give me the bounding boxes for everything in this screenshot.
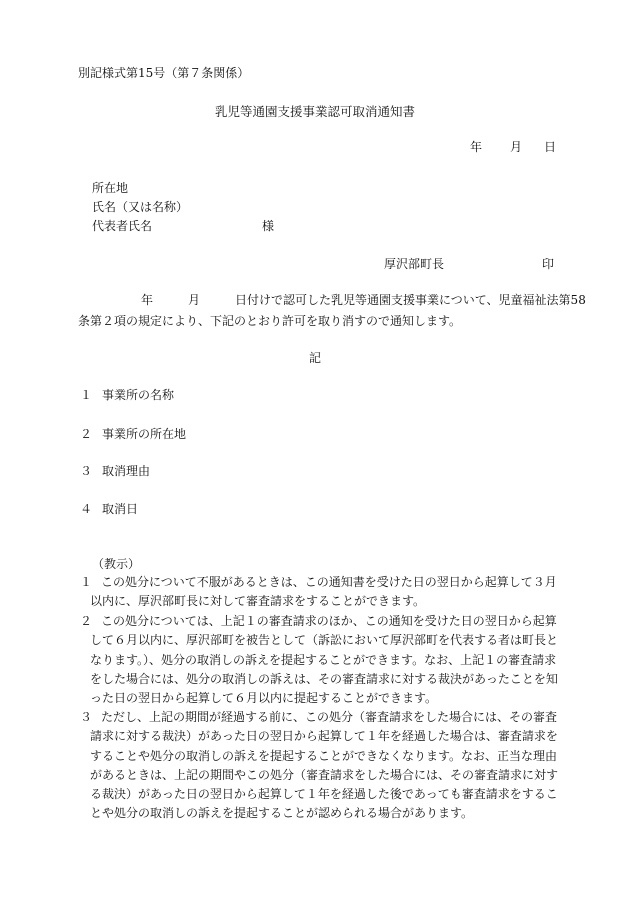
seal-mark: 印 bbox=[542, 257, 555, 271]
paragraph-line: ただし、上記の期間が経過する前に、この処分（審査請求をした場合には、その審査 bbox=[101, 710, 558, 724]
notice-paragraph-3 bbox=[80, 708, 566, 824]
document-title: 乳児等通園支援事業認可取消通知書 bbox=[214, 104, 415, 119]
paragraph-line: る裁決）があった日の翌日から起算して１年を経過した後であっても審査請求をするこ bbox=[90, 787, 558, 802]
ki-heading: 記 bbox=[308, 351, 321, 365]
notice-paragraph-1 bbox=[80, 573, 566, 612]
paragraph-line: することや処分の取消しの訴えを提起することができなくなります。なお、正当な理由 bbox=[90, 748, 558, 763]
addressee-representative-label: 代表者氏名 bbox=[92, 219, 153, 233]
paragraph-line: なります。）、処分の取消しの訴えを提起することができます。なお、上記１の審査請求 bbox=[90, 652, 557, 667]
addressee-location-label: 所在地 bbox=[92, 181, 129, 195]
paragraph-number: １ bbox=[80, 575, 93, 589]
body-line-2: 条第２項の規定により、下記のとおり許可を取り消すので通知します。 bbox=[78, 314, 462, 328]
item-label: 取消日 bbox=[102, 502, 139, 516]
date-day-label: 日 bbox=[544, 140, 557, 154]
paragraph-line: して６月以内に、厚沢部町を被告として（訴訟において厚沢部町を代表する者は町長と bbox=[90, 633, 559, 648]
item-label: 事業所の所在地 bbox=[102, 427, 187, 441]
body-year-label: 年 bbox=[141, 293, 154, 307]
item-label: 事業所の名称 bbox=[102, 388, 175, 402]
paragraph-line: この処分について不服があるときは、この通知書を受けた日の翌日から起算して３月 bbox=[101, 575, 557, 589]
item-facility-name bbox=[80, 389, 174, 401]
notice-heading: （教示） bbox=[92, 557, 141, 571]
addressee-honorific: 様 bbox=[262, 219, 275, 233]
issuer-name: 厚沢部町長 bbox=[384, 257, 445, 271]
paragraph-line: があるときは、上記の期間やこの処分（審査請求をした場合には、その審査請求に対す bbox=[90, 767, 559, 782]
paragraph-line: 請求に対する裁決）があった日の翌日から起算して１年を経過した場合は、審査請求を bbox=[90, 729, 558, 744]
item-number: ３ bbox=[80, 464, 93, 478]
body-line1-text: 日付けで認可した乳児等通園支援事業について、児童福祉法第58 bbox=[235, 293, 586, 307]
paragraph-line: 以内に、厚沢部町長に対して審査請求をすることができます。 bbox=[90, 594, 426, 609]
item-facility-address bbox=[80, 428, 186, 440]
paragraph-line: をした場合には、処分の取消しの訴えは、その審査請求に対する裁決があったことを知 bbox=[90, 671, 558, 686]
body-line-1 bbox=[78, 293, 586, 307]
date-month-label: 月 bbox=[510, 140, 523, 154]
addressee-name-label: 氏名（又は名称） bbox=[92, 200, 189, 214]
item-number: １ bbox=[80, 388, 93, 402]
body-month-label: 月 bbox=[188, 293, 201, 307]
item-number: ２ bbox=[80, 427, 93, 441]
notice-paragraph-2 bbox=[80, 612, 566, 708]
item-revocation-date bbox=[80, 503, 138, 515]
paragraph-number: ２ bbox=[80, 614, 93, 628]
paragraph-number: ３ bbox=[80, 710, 93, 724]
paragraph-line: とや処分の取消しの訴えを提起することが認められる場合があります。 bbox=[90, 806, 474, 821]
item-revocation-reason bbox=[80, 465, 150, 477]
date-year-label: 年 bbox=[470, 140, 483, 154]
item-number: ４ bbox=[80, 502, 93, 516]
form-number: 別記様式第15号（第７条関係） bbox=[78, 66, 250, 80]
item-label: 取消理由 bbox=[102, 464, 151, 478]
paragraph-line: この処分については、上記１の審査請求のほか、この通知を受けた日の翌日から起算 bbox=[101, 614, 557, 628]
paragraph-line: った日の翌日から起算して６月以内に提起することができます。 bbox=[90, 691, 438, 706]
